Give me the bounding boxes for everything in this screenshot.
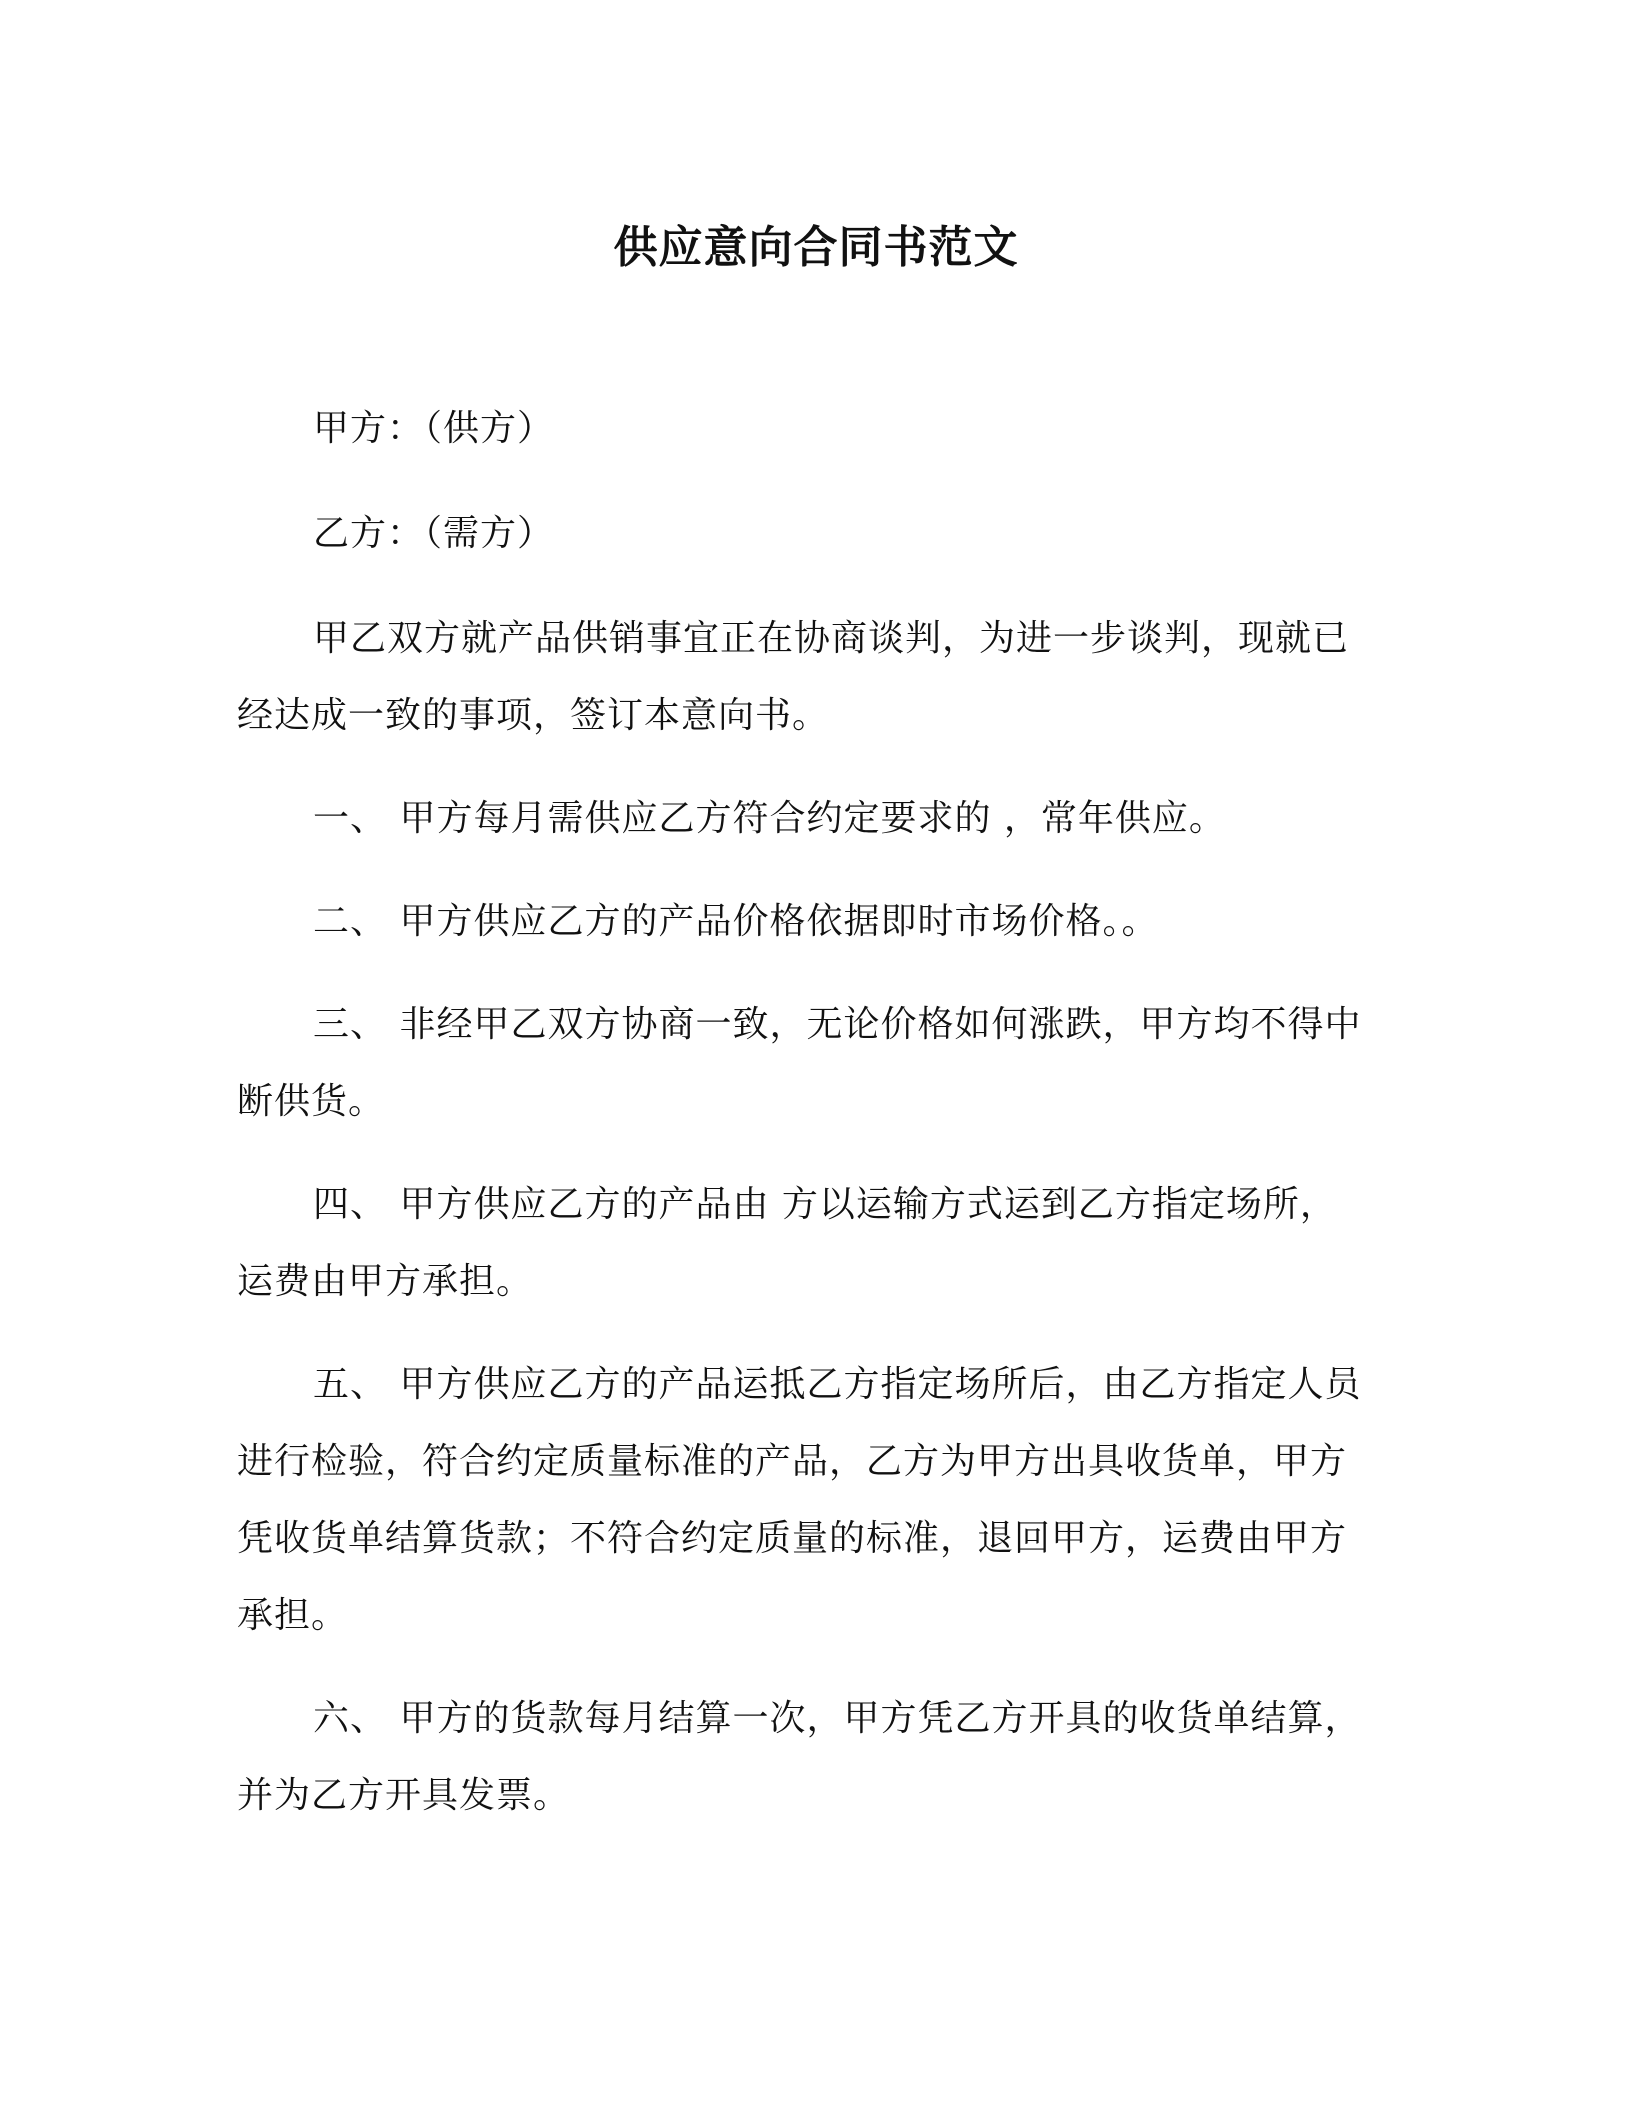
document-title: 供应意向合同书范文 xyxy=(613,222,1019,273)
intro-paragraph: 甲乙双方就产品供销事宜正在协商谈判，为进一步谈判，现就已经达成一致的事项，签订本意向书。 xyxy=(237,618,1350,736)
clause-2: 二、 甲方供应乙方的产品价格依据即时市场价格。。 xyxy=(313,901,1159,942)
clause-3: 三、 非经甲乙双方协商一致，无论价格如何涨跌，甲方均不得中断供货。 xyxy=(237,1004,1362,1122)
party-b-line: 乙方：（需方） xyxy=(313,513,555,554)
clause-1: 一、 甲方每月需供应乙方符合约定要求的 ，常年供应。 xyxy=(313,798,1226,839)
clause-6: 六、 甲方的货款每月结算一次，甲方凭乙方开具的收货单结算，并为乙方开具发票。 xyxy=(237,1698,1362,1816)
clause-4: 四、 甲方供应乙方的产品由 方以运输方式运到乙方指定场所，运费由甲方承担。 xyxy=(237,1184,1337,1302)
clause-5: 五、 甲方供应乙方的产品运抵乙方指定场所后，由乙方指定人员进行检验，符合约定质量标准的产品，乙方为甲方出具收货单，甲方凭收货单结算货款；不符合约定质量的标准，退回甲方，运费由甲方承担。 xyxy=(237,1364,1362,1636)
party-a-line: 甲方：（供方） xyxy=(313,408,555,449)
document-body xyxy=(237,390,1372,1860)
